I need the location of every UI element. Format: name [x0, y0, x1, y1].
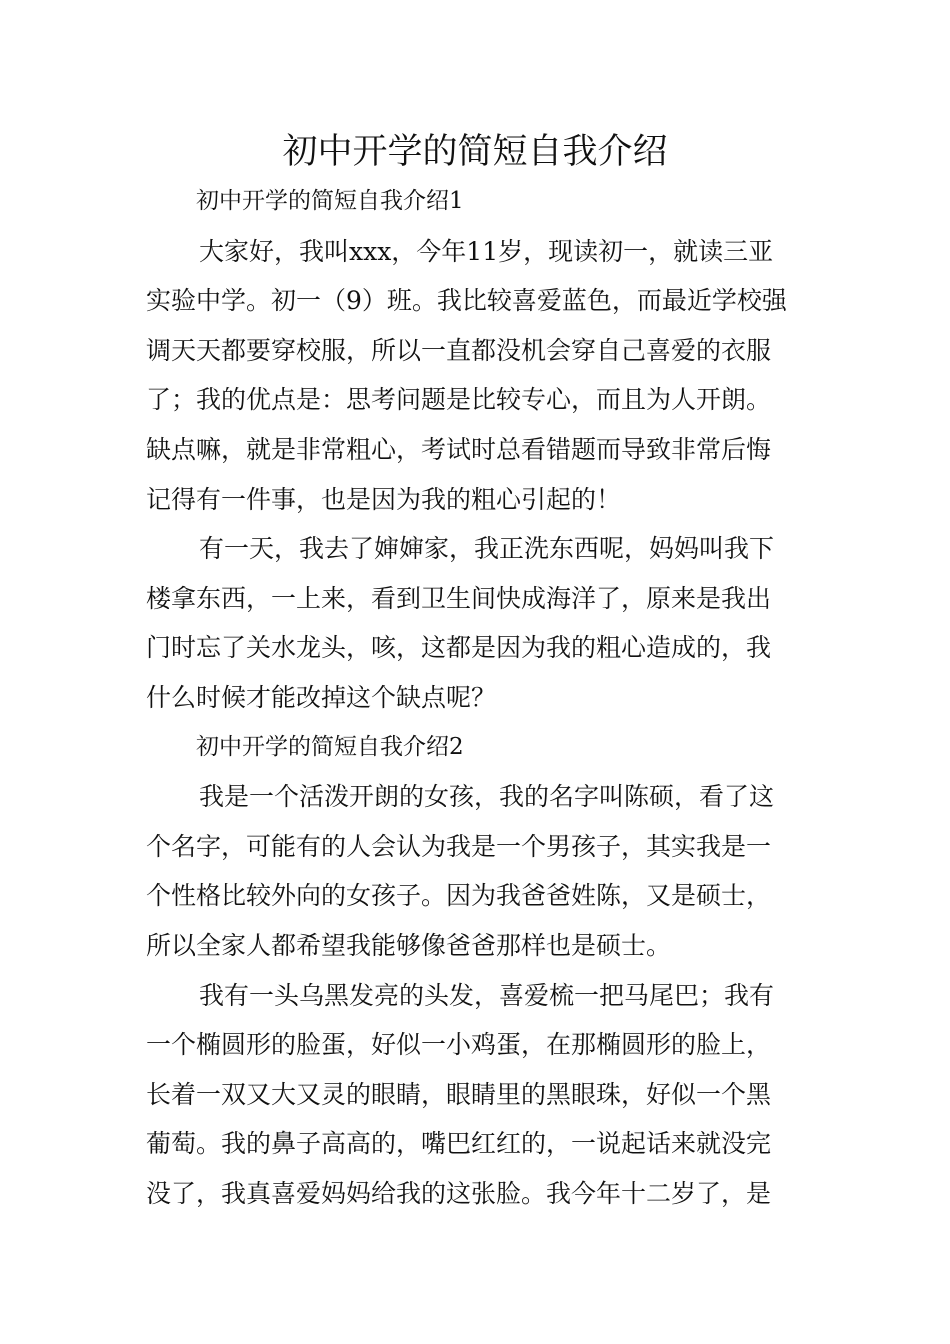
paragraph-line: 个性格比较外向的女孩子。因为我爸爸姓陈，又是硕士， — [146, 881, 772, 911]
paragraph-line: 所以全家人都希望我能够像爸爸那样也是硕士。 — [146, 930, 672, 960]
section-heading: 初中开学的简短自我介绍1 — [196, 188, 464, 214]
paragraph-line: 我有一头乌黑发亮的头发，喜爱梳一把马尾巴；我有 — [199, 980, 775, 1010]
document-title: 初中开学的简短自我介绍 — [282, 132, 668, 172]
paragraph-line: 实验中学。初一（9）班。我比较喜爱蓝色，而最近学校强 — [146, 286, 787, 316]
paragraph-line: 没了，我真喜爱妈妈给我的这张脸。我今年十二岁了，是 — [146, 1178, 772, 1208]
paragraph-line: 调天天都要穿校服，所以一直都没机会穿自己喜爱的衣服 — [146, 335, 772, 365]
paragraph-line: 一个椭圆形的脸蛋，好似一小鸡蛋，在那椭圆形的脸上， — [146, 1030, 772, 1060]
paragraph-line: 记得有一件事，也是因为我的粗心引起的！ — [146, 484, 622, 514]
paragraph-line: 个名字，可能有的人会认为我是一个男孩子，其实我是一 — [146, 831, 772, 861]
paragraph-line: 有一天，我去了婶婶家，我正洗东西呢，妈妈叫我下 — [199, 534, 775, 564]
paragraph-line: 门时忘了关水龙头，咳，这都是因为我的粗心造成的，我 — [146, 633, 772, 663]
section-heading: 初中开学的简短自我介绍2 — [196, 733, 464, 760]
paragraph-line: 楼拿东西，一上来，看到卫生间快成海洋了，原来是我出 — [146, 583, 772, 613]
paragraph-line: 什么时候才能改掉这个缺点呢？ — [146, 682, 497, 712]
paragraph-line: 长着一双又大又灵的眼睛，眼睛里的黑眼珠，好似一个黑 — [146, 1079, 772, 1109]
paragraph-line: 缺点嘛，就是非常粗心，考试时总看错题而导致非常后悔 — [146, 434, 772, 464]
paragraph-line: 我是一个活泼开朗的女孩，我的名字叫陈硕，看了这 — [199, 782, 775, 812]
document-body — [146, 177, 806, 1218]
paragraph-line: 了；我的优点是：思考问题是比较专心，而且为人开朗。 — [146, 385, 772, 415]
paragraph-line: 大家好，我叫xxx，今年11岁，现读初一，就读三亚 — [199, 236, 774, 266]
paragraph-line: 葡萄。我的鼻子高高的，嘴巴红红的，一说起话来就没完 — [146, 1129, 772, 1159]
